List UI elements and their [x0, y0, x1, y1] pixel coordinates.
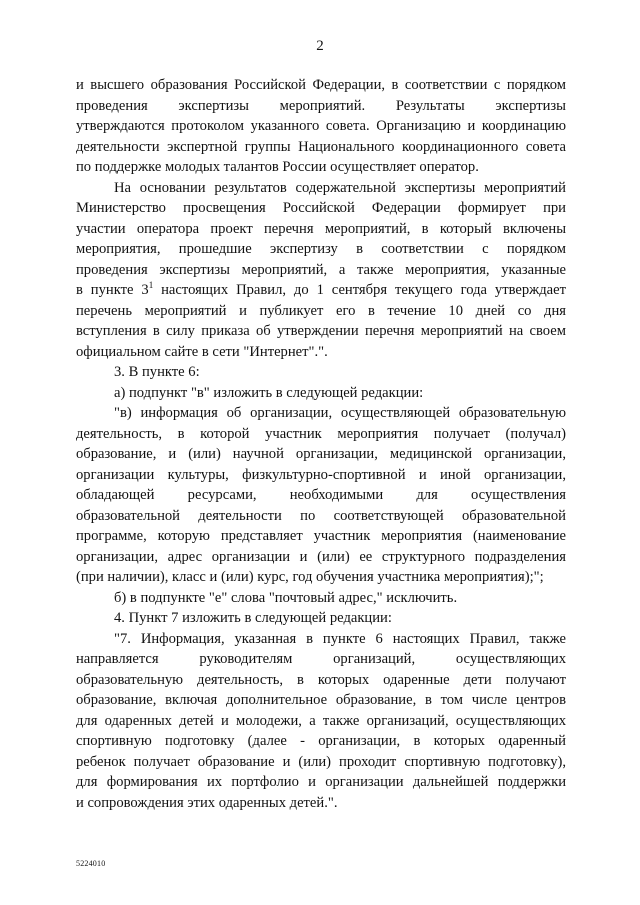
text-line: для одаренных детей и молодежи, а также организаций, осуществляющих — [76, 712, 566, 729]
text-line: Министерство просвещения Российской Федерации формирует при — [76, 200, 566, 216]
text-line: деятельности экспертной группы Национального координационного совета — [76, 138, 566, 155]
text-line: "7. Информация, указанная в пункте 6 настоящих Правил, также — [114, 630, 566, 647]
text-line: проведения экспертизы мероприятий. Результаты экспертизы — [76, 97, 566, 114]
text-line: и высшего образования Российской Федерации, в соответствии с порядком — [76, 77, 566, 93]
text-line: образовательную деятельность, в которых одаренные дети получают — [76, 671, 566, 688]
text-line: (при наличии), класс и (или) курс, год обучения участника мероприятия);"; — [76, 569, 544, 585]
text-line: образование, включая дополнительное образование, в том числе центров — [76, 692, 566, 708]
text-line: образование, и (или) научной организации, медицинской организации, — [76, 446, 566, 462]
text-line: вступления в силу приказа об утверждении перечня мероприятий на своем — [76, 323, 566, 339]
text-line: мероприятия, прошедшие экспертизу в соответствии с порядком — [76, 241, 566, 257]
paragraph-5 — [76, 403, 566, 588]
text-line: проведения экспертизы мероприятий, а также мероприятия, указанные — [76, 261, 566, 278]
text-line: утверждаются протоколом указанного совета. Организацию и координацию — [76, 118, 566, 134]
text-line: и сопровождения этих одаренных детей.". — [76, 794, 338, 811]
text-line: по поддержке молодых талантов России осуществляет оператор. — [76, 159, 479, 175]
text-line: обладающей ресурсами, необходимыми для осуществления — [76, 487, 566, 503]
text-line: организации культуры, физкультурно-спортивной и иной организации, — [76, 466, 566, 483]
paragraph-8 — [76, 629, 566, 814]
superscript: 1 — [148, 280, 154, 291]
text-line: деятельность, в которой участник мероприятия получает (получал) — [76, 425, 566, 442]
text-line: "в) информация об организации, осуществляющей образовательную — [114, 405, 566, 421]
document-body — [76, 75, 566, 813]
text-segment: в пункте 3 — [76, 282, 149, 298]
paragraph-3: 3. В пункте 6: — [114, 364, 200, 380]
paragraph-7: 4. Пункт 7 изложить в следующей редакции: — [114, 610, 392, 626]
text-line — [76, 280, 566, 301]
text-line: спортивную подготовку (далее - организации, в которых одаренный — [76, 733, 566, 749]
paragraph-2 — [76, 178, 566, 363]
paragraph-1 — [76, 75, 566, 178]
paragraph-6: б) в подпункте "е" слова "почтовый адрес," исключить. — [114, 589, 458, 606]
text-line: программе, которую представляет участник мероприятия (наименование — [76, 528, 566, 544]
text-line: направляется руководителям организаций, осуществляющих — [76, 651, 566, 667]
text-line: На основании результатов содержательной экспертизы мероприятий — [114, 179, 566, 196]
document-code: 5224010 — [76, 859, 106, 868]
text-line: перечень мероприятий и публикует его в течение 10 дней со дня — [76, 302, 566, 319]
text-line: ребенок получает образование и (или) проходит спортивную подготовку), — [76, 753, 566, 770]
paragraph-4: а) подпункт "в" изложить в следующей редакции: — [114, 384, 424, 401]
text-line: организации, адрес организации и (или) ее структурного подразделения — [76, 548, 566, 565]
text-line: официальном сайте в сети "Интернет".". — [76, 343, 328, 360]
page-number: 2 — [316, 38, 324, 54]
text-line: участии оператора проект перечня мероприятий, в который включены — [76, 220, 566, 237]
text-line: для формирования их портфолио и организации дальнейшей поддержки — [76, 774, 566, 790]
text-segment: настоящих Правил, до 1 сентября текущего года утверждает — [153, 282, 566, 298]
text-line: образовательной деятельности по соответствующей образовательной — [76, 507, 566, 524]
